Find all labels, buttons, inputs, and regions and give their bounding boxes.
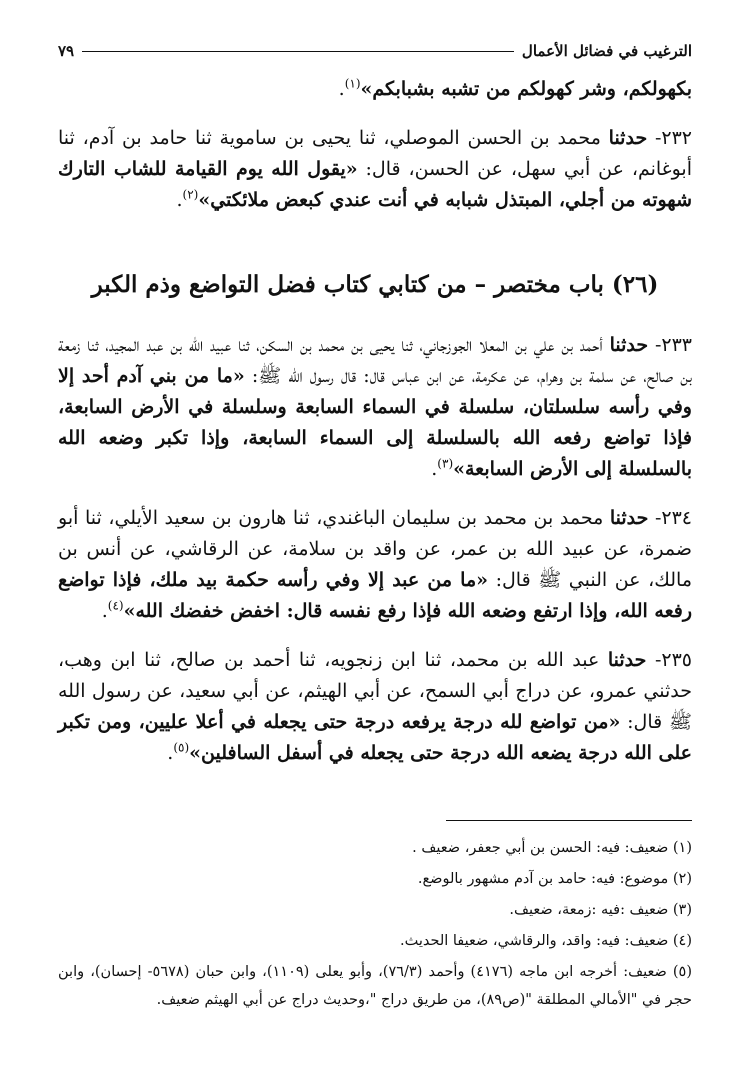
header-title: الترغيب في فضائل الأعمال [521,42,692,60]
hadith-number: ٢٣٥- [654,649,692,671]
hadith-lead: حدثنا [607,649,647,671]
hadith-233 [58,330,692,485]
chapter-heading: (٢٦) باب مختصر – من كتابي كتاب فضل التواضع وذم الكبر [91,271,659,298]
paragraph-tail: . [431,458,438,480]
footnote-ref[interactable]: (١) [344,76,361,91]
footnote-ref[interactable]: (٥) [173,740,190,755]
hadith-text: بكهولكم، وشر كهولكم من تشبه بشبابكم» [360,78,692,100]
footnote-2: (٢) موضوع: فيه: حامد بن آدم مشهور بالوضع. [417,871,692,887]
footnote-3: (٣) ضعيف :فيه :زمعة، ضعيف. [509,902,692,918]
hadith-lead: حدثنا [608,127,648,149]
footnote-separator [446,820,692,821]
hadith-matn: «يقول الله يوم القيامة للشاب التارك شهوته من أجلي، المبتذل شبابه في أنت عندي كبعض ملائكتي» [58,158,692,211]
hadith-number: ٢٣٢- [654,127,692,149]
hadith-isnad: محمد بن الحسن الموصلي، ثنا يحيى بن ساموية ثنا حامد بن آدم، ثنا أبوغانم، عن أبي سهل، عن الحسن، قال: [58,127,693,180]
hadith-matn: «من تواضع لله درجة يرفعه درجة حتى يجعله في أعلا عليين، ومن تكبر على الله درجة يضعه الله درجة حتى يجعله في أسفل السافلين» [58,711,692,764]
footnote-ref[interactable]: (٢) [182,187,199,202]
hadith-235 [58,645,692,769]
main-text [58,74,692,787]
footnote-1: (١) ضعيف: فيه: الحسن بن أبي جعفر، ضعيف . [412,840,692,856]
paragraph-tail: . [176,189,183,211]
footnote-5: (٥) ضعيف: أخرجه ابن ماجه (٤١٧٦) وأحمد (٧٦/٣)، وأبو يعلى (١١٠٩)، وابن حبان (٥٦٧٨- إحسان)، وابن حجر في "الأمالي المطلقة "(ص٨٩)، من طريق دراج "،وحديث دراج عن أبي الهيثم ضعيف. [58,964,692,1008]
hadith-lead: حدثنا [609,507,649,529]
paragraph-tail: . [338,78,345,100]
hadith-matn: «ما من عبد إلا وفي رأسه حكمة بيد ملك، فإذا تواضع رفعه الله، وإذا ارتفع وضعه الله فإذا رفع نفسه قال: اخفض خفضك الله» [58,569,692,622]
footnote-4: (٤) ضعيف: فيه: واقد، والرقاشي، ضعيفا الحديث. [399,933,692,949]
hadith-234 [58,503,692,627]
hadith-number: ٢٣٣- [654,334,692,356]
header-rule [82,51,514,52]
hadith-isnad: أحمد بن علي بن المعلا الجوزجاني، ثنا يحيى بن محمد بن السكن، ثنا عبيد الله بن عبد المجيد، ثنا زمعة بن صالح، عن سلمة بن وهرام، عن عكرمة، عن ابن عباس قال: قال رسول الله ﷺ: [58,334,692,387]
running-header [58,38,692,64]
footnote-ref[interactable]: (٤) [107,598,124,613]
paragraph-tail: . [167,742,174,764]
hadith-lead: حدثنا [609,334,649,356]
hadith-number: ٢٣٤- [654,507,692,529]
footnotes [58,834,692,1017]
hadith-matn: «ما من بني آدم أحد إلا وفي رأسه سلسلتان، سلسلة في السماء السابعة وسلسلة في الأرض السابعة، فإذا تواضع رفعه الله بالسلسلة إلى السماء السابعة، وإذا تكبر وضعه الله بالسلسلة إلى الأرض السابعة» [58,365,692,480]
hadith-232 [58,123,692,216]
hadith-isnad: عبد الله بن محمد، ثنا ابن زنجويه، ثنا أحمد بن صالح، ثنا ابن وهب، حدثني عمرو، عن دراج أبي السمح، عن أبي الهيثم، عن أبي سعيد، عن رسول الله ﷺ قال: [58,649,693,733]
footnote-ref[interactable]: (٣) [437,456,454,471]
paragraph-continuation [58,74,692,105]
page-number: ٧٩ [58,42,75,60]
paragraph-tail: . [101,600,108,622]
hadith-isnad: محمد بن محمد بن سليمان الباغندي، ثنا هارون بن سعيد الأيلي، ثنا أبو ضمرة، عن عبيد الله بن عمر، عن واقد بن سلامة، عن الرقاشي، عن أنس بن مالك، عن النبي ﷺ قال: [58,507,692,591]
